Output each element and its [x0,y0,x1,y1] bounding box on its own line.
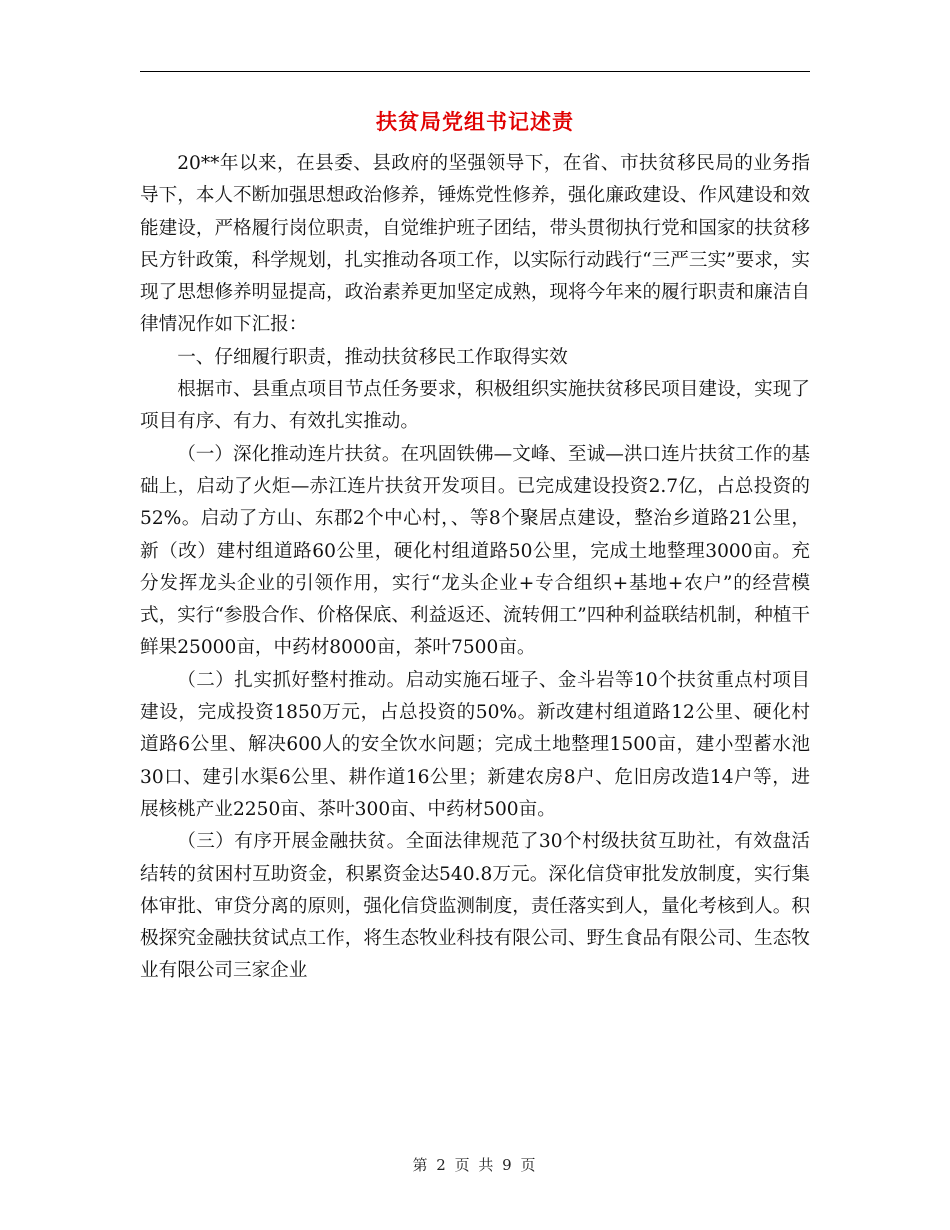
document-body [140,148,810,988]
paragraph-item-1: （一）深化推动连片扶贫。在巩固铁佛—文峰、至诚—洪口连片扶贫工作的基础上，启动了火炬—赤江连片扶贫开发项目。已完成建设投资2.7亿，占总投资的52%。启动了方山、东郡2个中心村，、等8个聚居点建设，整治乡道路21公里，新（改）建村组道路60公里，硬化村组道路50公里，完成土地整理3000亩。充分发挥龙头企业的引领作用，实行“龙头企业+专合组织+基地+农户”的经营模式，实行“参股合作、价格保底、利益返还、流转佣工”四种利益联结机制，种植干鲜果25000亩，中药材8000亩，茶叶7500亩。 [140,443,810,659]
document-title: 扶贫局党组书记述责 [376,109,574,134]
paragraph-item-3: （三）有序开展金融扶贫。全面法律规范了30个村级扶贫互助社，有效盘活结转的贫困村互助资金，积累资金达540.8万元。深化信贷审批发放制度，实行集体审批、审贷分离的原则，强化信贷监测制度，责任落实到人，量化考核到人。积极探究金融扶贫试点工作，将生态牧业科技有限公司、野生食品有限公司、生态牧业有限公司三家企业 [140,831,810,982]
page-footer: 第 2 页 共 9 页 [412,1156,538,1174]
header-rule [140,71,810,72]
section-heading: 一、仔细履行职责，推动扶贫移民工作取得实效 [177,346,568,368]
paragraph-item-2: （二）扎实抓好整村推动。启动实施石垭子、金斗岩等10个扶贫重点村项目建设，完成投资1850万元，占总投资的50%。新改建村组道路12公里、硬化村道路6公里、解决600人的安全饮水问题；完成土地整理1500亩，建小型蓄水池30口、建引水渠6公里、耕作道16公里；新建农房8户、危旧房改造14户等，进展核桃产业2250亩、茶叶300亩、中药材500亩。 [140,669,810,820]
paragraph-overview: 根据市、县重点项目节点任务要求，积极组织实施扶贫移民项目建设，实现了项目有序、有力、有效扎实推动。 [140,379,810,433]
paragraph-intro: 20**年以来，在县委、县政府的坚强领导下，在省、市扶贫移民局的业务指导下，本人不断加强思想政治修养，锤炼党性修养，强化廉政建设、作风建设和效能建设，严格履行岗位职责，自觉维护班子团结，带头贯彻执行党和国家的扶贫移民方针政策，科学规划，扎实推动各项工作，以实际行动践行“三严三实”要求，实现了思想修养明显提高，政治素养更加坚定成熟，现将今年来的履行职责和廉洁自律情况作如下汇报： [140,153,810,336]
